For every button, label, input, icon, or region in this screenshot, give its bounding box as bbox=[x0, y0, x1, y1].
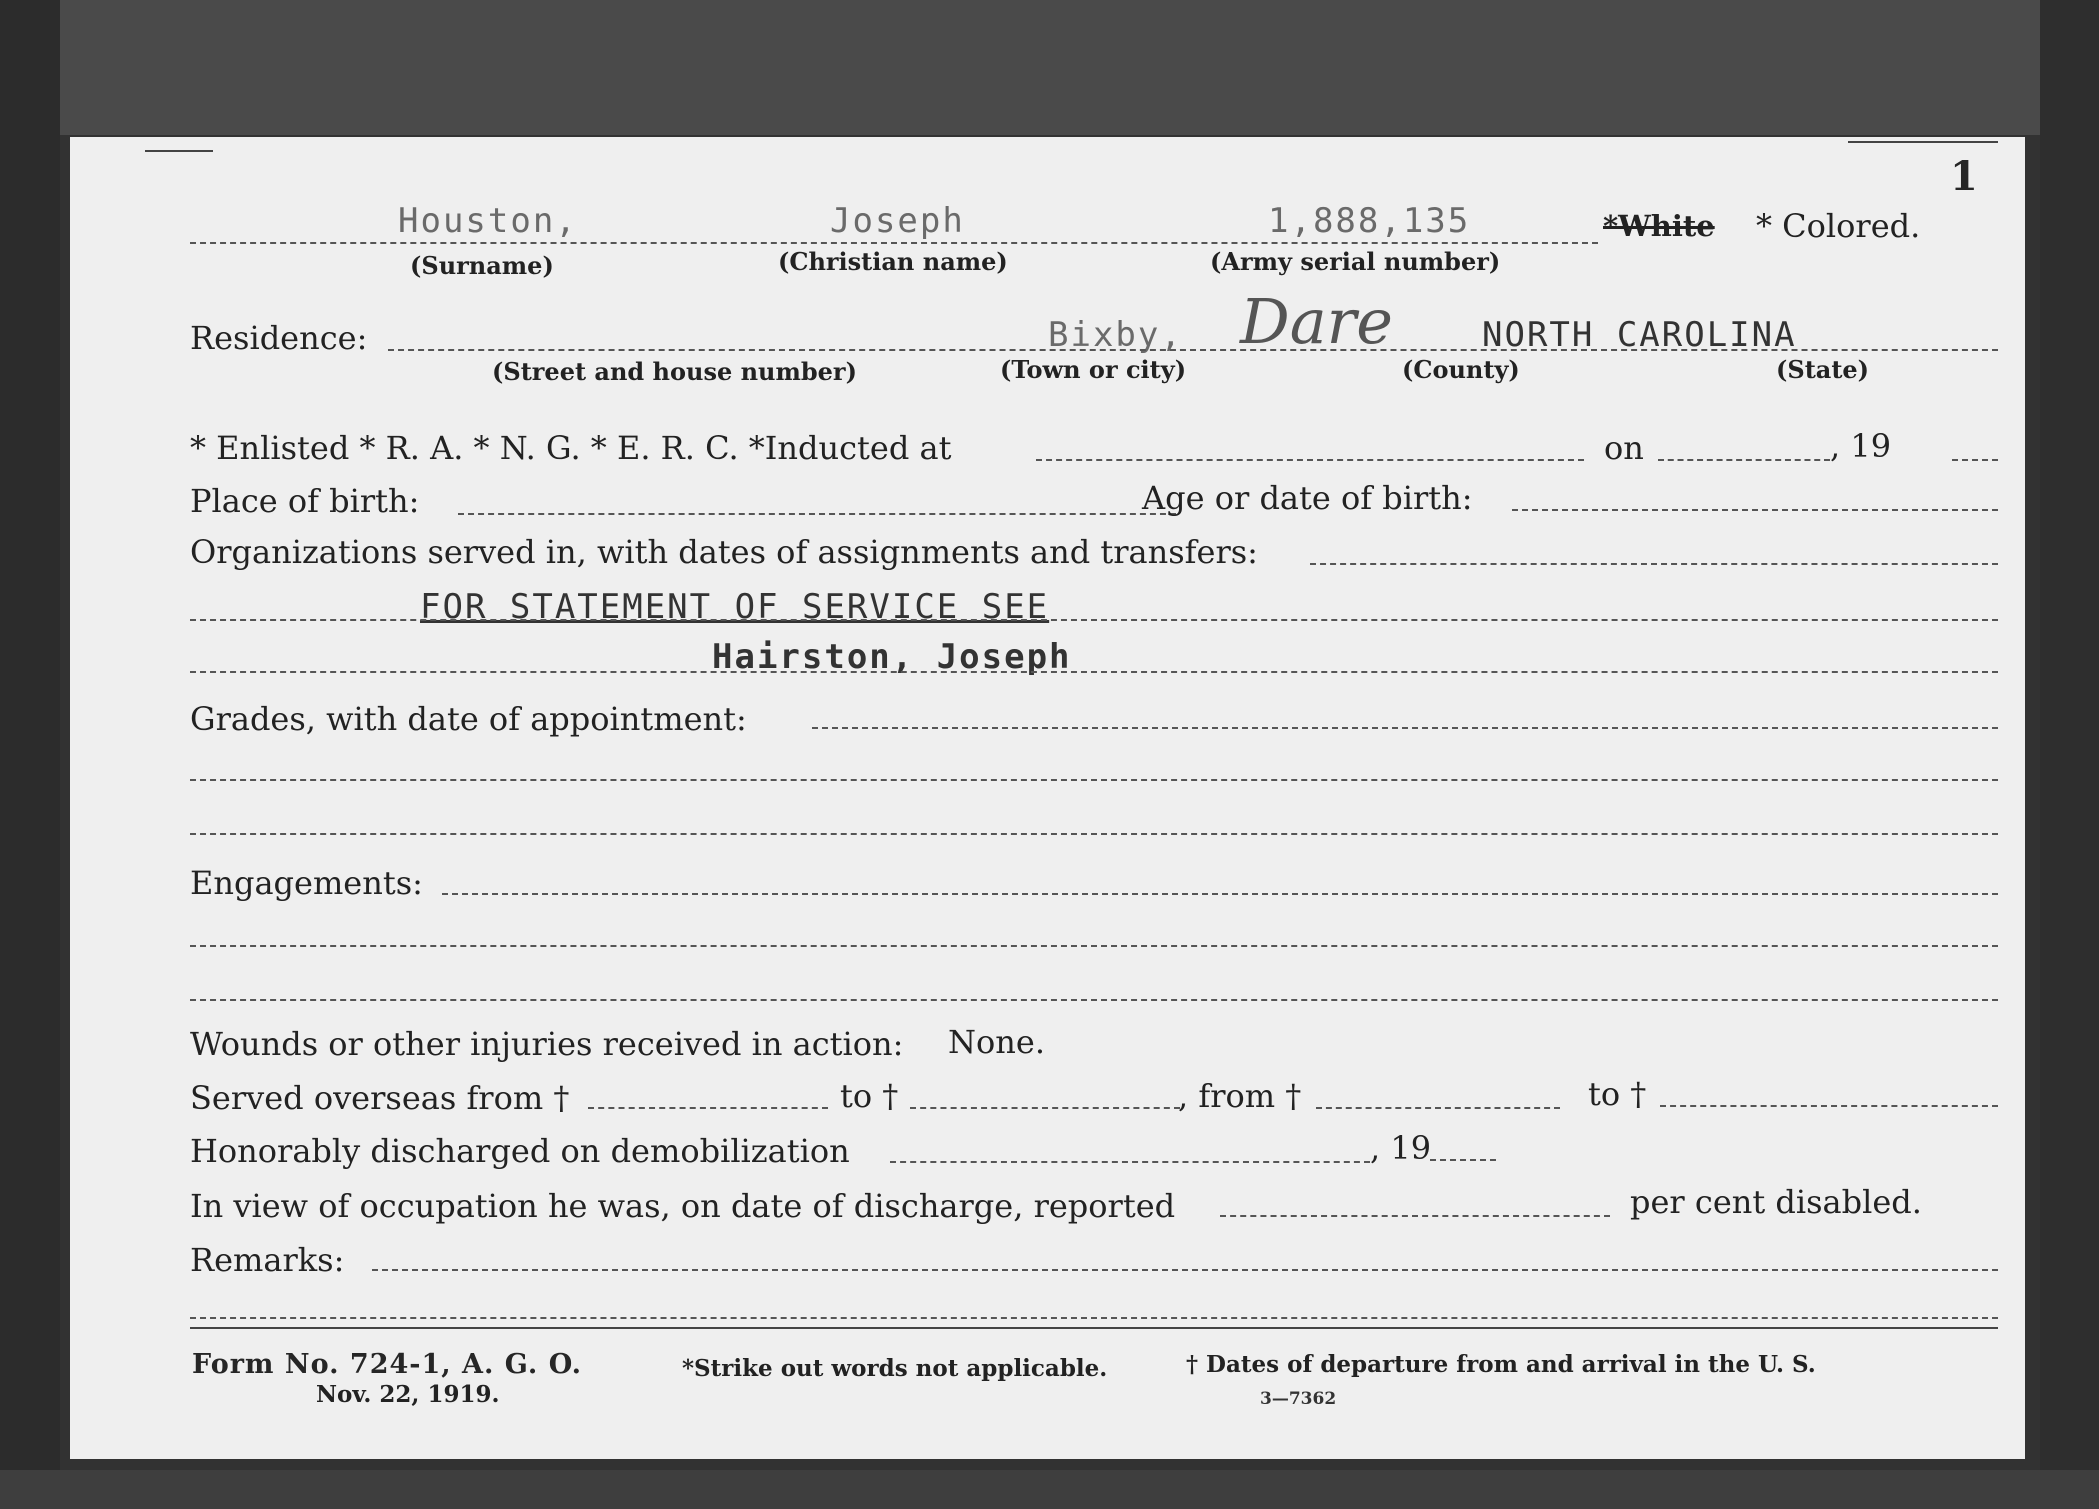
serial-caption: (Army serial number) bbox=[1210, 247, 1501, 276]
overseas-to2-rule bbox=[1660, 1105, 1998, 1107]
residence-label: Residence: bbox=[190, 319, 368, 357]
inducted-at-rule bbox=[1036, 459, 1584, 461]
place-of-birth-label: Place of birth: bbox=[190, 482, 420, 520]
residence-state-value: NORTH CAROLINA bbox=[1482, 315, 1797, 355]
wounds-label: Wounds or other injuries received in action: bbox=[190, 1025, 904, 1063]
organizations-rule-1 bbox=[190, 619, 1998, 621]
disability-rule bbox=[1220, 1215, 1610, 1217]
overseas-to-label: to † bbox=[840, 1077, 899, 1115]
top-right-rule bbox=[1848, 141, 1998, 143]
grades-label: Grades, with date of appointment: bbox=[190, 700, 747, 738]
surname-caption: (Surname) bbox=[410, 251, 554, 280]
overseas-from-rule bbox=[588, 1107, 828, 1109]
dates-note: † Dates of departure from and arrival in the U. S. bbox=[1186, 1351, 1816, 1378]
grades-rule-0 bbox=[812, 727, 1998, 729]
christian-name-value: Joseph bbox=[830, 201, 965, 241]
enlistment-on-label: on bbox=[1604, 429, 1644, 467]
discharge-label: Honorably discharged on demobilization bbox=[190, 1132, 850, 1170]
organizations-rule-2 bbox=[190, 671, 1998, 673]
place-of-birth-rule bbox=[458, 513, 1176, 515]
town-caption: (Town or city) bbox=[1000, 355, 1187, 384]
residence-rule bbox=[388, 349, 1998, 351]
christian-name-caption: (Christian name) bbox=[778, 247, 1008, 276]
remarks-label: Remarks: bbox=[190, 1241, 345, 1279]
card-number: 1 bbox=[1950, 153, 1978, 200]
scanner-background-right bbox=[2040, 0, 2099, 1509]
street-caption: (Street and house number) bbox=[492, 357, 857, 386]
remarks-rule-1 bbox=[190, 1317, 1998, 1319]
age-label: Age or date of birth: bbox=[1142, 479, 1473, 517]
remarks-rule-0 bbox=[372, 1269, 1998, 1271]
discharge-year-label: , 19 bbox=[1370, 1129, 1432, 1167]
enlistment-year-rule bbox=[1952, 459, 1998, 461]
residence-town-value: Bixby, bbox=[1048, 315, 1183, 355]
engagements-label: Engagements: bbox=[190, 864, 423, 902]
wounds-value: None. bbox=[948, 1023, 1045, 1061]
surname-value: Houston, bbox=[398, 201, 578, 241]
form-number: Form No. 724-1, A. G. O. bbox=[192, 1349, 583, 1380]
enlistment-label: * Enlisted * R. A. * N. G. * E. R. C. *Inducted at bbox=[190, 429, 952, 467]
scanner-background-bottom bbox=[0, 1470, 2099, 1509]
county-caption: (County) bbox=[1402, 355, 1520, 384]
disability-suffix: per cent disabled. bbox=[1630, 1183, 1922, 1221]
header-rule bbox=[190, 242, 1598, 244]
scanner-background-top bbox=[60, 0, 2040, 135]
overseas-to-rule bbox=[910, 1107, 1180, 1109]
engagements-rule-0 bbox=[442, 893, 1998, 895]
overseas-from2-rule bbox=[1316, 1107, 1560, 1109]
discharge-year-rule bbox=[1430, 1159, 1496, 1161]
overseas-from2-label: , from † bbox=[1178, 1077, 1302, 1115]
engagements-rule-1 bbox=[190, 945, 1998, 947]
footer-rule bbox=[190, 1327, 1998, 1329]
scanner-background-left bbox=[0, 0, 60, 1509]
organizations-line-1: FOR STATEMENT OF SERVICE SEE bbox=[420, 587, 1050, 627]
state-caption: (State) bbox=[1776, 355, 1870, 384]
top-left-rule bbox=[145, 150, 213, 152]
service-record-card bbox=[70, 137, 2025, 1459]
print-code: 3—7362 bbox=[1260, 1389, 1337, 1409]
army-serial-value: 1,888,135 bbox=[1268, 201, 1471, 241]
organizations-label: Organizations served in, with dates of assignments and transfers: bbox=[190, 533, 1258, 571]
grades-rule-2 bbox=[190, 833, 1998, 835]
form-date: Nov. 22, 1919. bbox=[316, 1381, 500, 1408]
race-colored-option: * Colored. bbox=[1756, 207, 1921, 245]
residence-county-handwritten: Dare bbox=[1240, 285, 1394, 358]
age-rule bbox=[1512, 509, 1998, 511]
grades-rule-1 bbox=[190, 779, 1998, 781]
enlistment-date-rule bbox=[1658, 459, 1830, 461]
discharge-date-rule bbox=[890, 1161, 1370, 1163]
overseas-from-label: Served overseas from † bbox=[190, 1079, 570, 1117]
organizations-line-2: Hairston, Joseph bbox=[712, 637, 1072, 677]
strike-note: *Strike out words not applicable. bbox=[682, 1355, 1108, 1382]
organizations-rule-0 bbox=[1310, 563, 1998, 565]
overseas-to2-label: to † bbox=[1588, 1075, 1647, 1113]
engagements-rule-2 bbox=[190, 999, 1998, 1001]
race-white-option: *White bbox=[1603, 209, 1715, 243]
disability-label: In view of occupation he was, on date of discharge, reported bbox=[190, 1187, 1176, 1225]
enlistment-year-label: , 19 bbox=[1830, 427, 1892, 465]
